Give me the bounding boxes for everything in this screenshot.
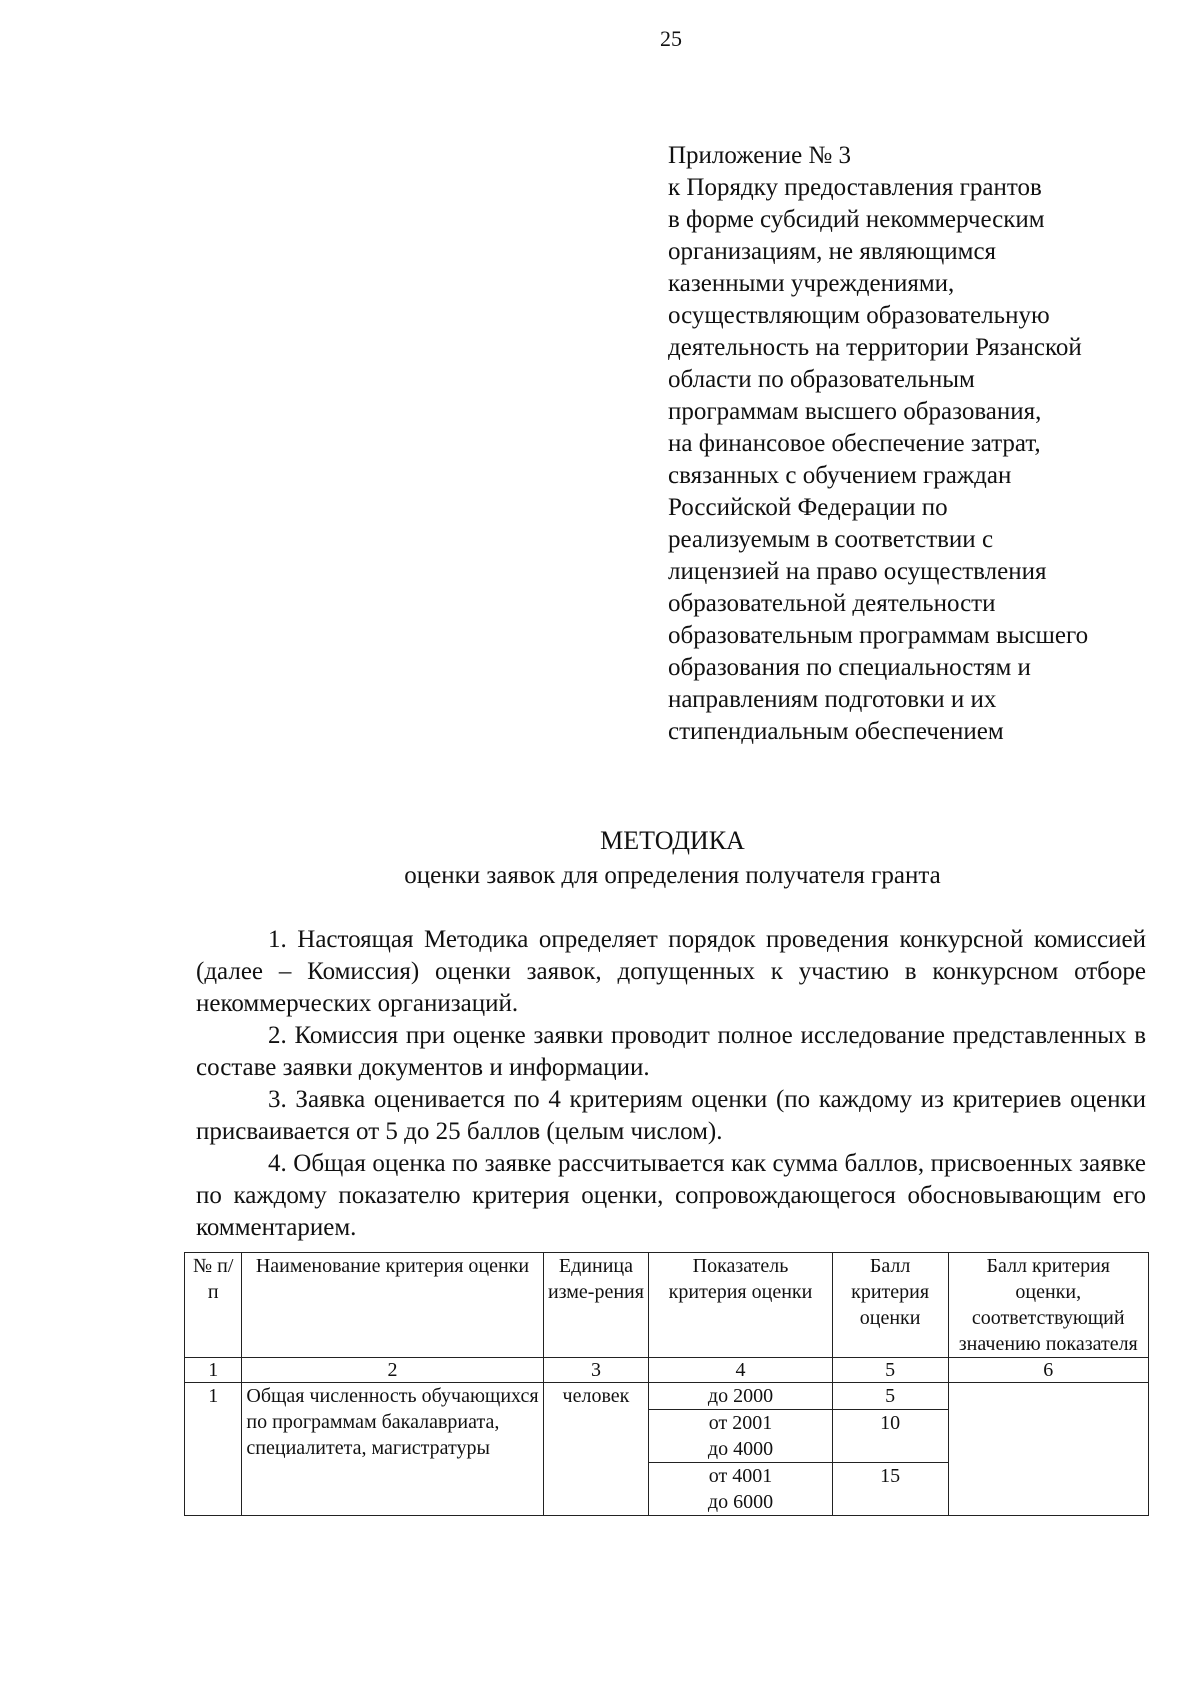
appendix-line: направлениям подготовки и их <box>668 686 997 713</box>
score-cell: 15 <box>832 1463 948 1516</box>
column-number: 6 <box>948 1358 1149 1383</box>
appendix-line: области по образовательным <box>668 366 975 393</box>
column-number: 1 <box>185 1358 242 1383</box>
appendix-line: образования по специальностям и <box>668 654 1031 681</box>
score-cell: 5 <box>832 1383 948 1410</box>
indicator-cell <box>649 1463 832 1516</box>
header-score: Балл критерия оценки <box>832 1253 948 1358</box>
appendix-line: организациям, не являющимся <box>668 238 997 265</box>
appendix-line: Приложение № 3 <box>668 142 852 169</box>
appendix-line: казенными учреждениями, <box>668 270 955 297</box>
page-number: 25 <box>660 26 682 51</box>
appendix-line: к Порядку предоставления грантов <box>668 174 1042 201</box>
criteria-table <box>184 1252 1149 1516</box>
appendix-line: лицензией на право осуществления <box>668 558 1047 585</box>
appendix-line: образовательным программам высшего <box>668 622 1089 649</box>
indicator-line: от 4001 <box>708 1465 773 1487</box>
header-number: № п/п <box>185 1253 242 1358</box>
criterion-name: Общая численность обучающихся по программам бакалавриата, специалитета, магистратуры <box>242 1383 543 1516</box>
column-number: 2 <box>242 1358 543 1383</box>
methodology-text <box>196 924 1146 1244</box>
paragraph-1: 1. Настоящая Методика определяет порядок проведения конкурсной комиссией (далее – Комиссия) оценки заявок, допущенных к участию в конкурсном отборе некоммерческих организаций. <box>196 926 1146 1017</box>
paragraph-4: 4. Общая оценка по заявке рассчитывается как сумма баллов, присвоенных заявке по каждому показателю критерия оценки, сопровождающегося обосновывающим его комментарием. <box>196 1150 1146 1241</box>
appendix-line: на финансовое обеспечение затрат, <box>668 430 1041 457</box>
criterion-unit: человек <box>543 1383 649 1516</box>
appendix-line: в форме субсидий некоммерческим <box>668 206 1045 233</box>
indicator-cell <box>649 1410 832 1463</box>
table-header-row <box>185 1253 1149 1358</box>
header-indicator: Показатель критерия оценки <box>649 1253 832 1358</box>
indicator-line: до 6000 <box>707 1491 774 1513</box>
indicator-line: от 2001 <box>708 1412 773 1434</box>
indicator-cell <box>649 1383 832 1410</box>
column-number: 3 <box>543 1358 649 1383</box>
appendix-note <box>668 140 1088 748</box>
document-subtitle: оценки заявок для определения получателя гранта <box>404 862 941 889</box>
appendix-line: образовательной деятельности <box>668 590 996 617</box>
criterion-number: 1 <box>185 1383 242 1516</box>
paragraph-3: 3. Заявка оценивается по 4 критериям оценки (по каждому из критериев оценки присваивается от 5 до 25 баллов (целым числом). <box>196 1086 1146 1145</box>
indicator-line: до 2000 <box>707 1385 774 1407</box>
header-criterion-name: Наименование критерия оценки <box>242 1253 543 1358</box>
header-assigned-score: Балл критерия оценки, соответствующий значению показателя <box>948 1253 1149 1358</box>
score-cell: 10 <box>832 1410 948 1463</box>
appendix-line: связанных с обучением граждан <box>668 462 1012 489</box>
header-unit: Единица изме-рения <box>543 1253 649 1358</box>
column-number: 5 <box>832 1358 948 1383</box>
column-number: 4 <box>649 1358 832 1383</box>
appendix-line: стипендиальным обеспечением <box>668 718 1004 745</box>
appendix-line: деятельность на территории Рязанской <box>668 334 1082 361</box>
appendix-line: осуществляющим образовательную <box>668 302 1050 329</box>
document-title: МЕТОДИКА <box>600 826 745 855</box>
paragraph-2: 2. Комиссия при оценке заявки проводит полное исследование представленных в составе заявки документов и информации. <box>196 1022 1146 1081</box>
appendix-line: программам высшего образования, <box>668 398 1042 425</box>
column-number-row <box>185 1358 1149 1383</box>
appendix-line: реализуемым в соответствии с <box>668 526 994 553</box>
appendix-line: Российской Федерации по <box>668 494 948 521</box>
indicator-line: до 4000 <box>707 1438 774 1460</box>
table-row <box>185 1383 1149 1410</box>
assigned-score-cell <box>948 1383 1149 1516</box>
